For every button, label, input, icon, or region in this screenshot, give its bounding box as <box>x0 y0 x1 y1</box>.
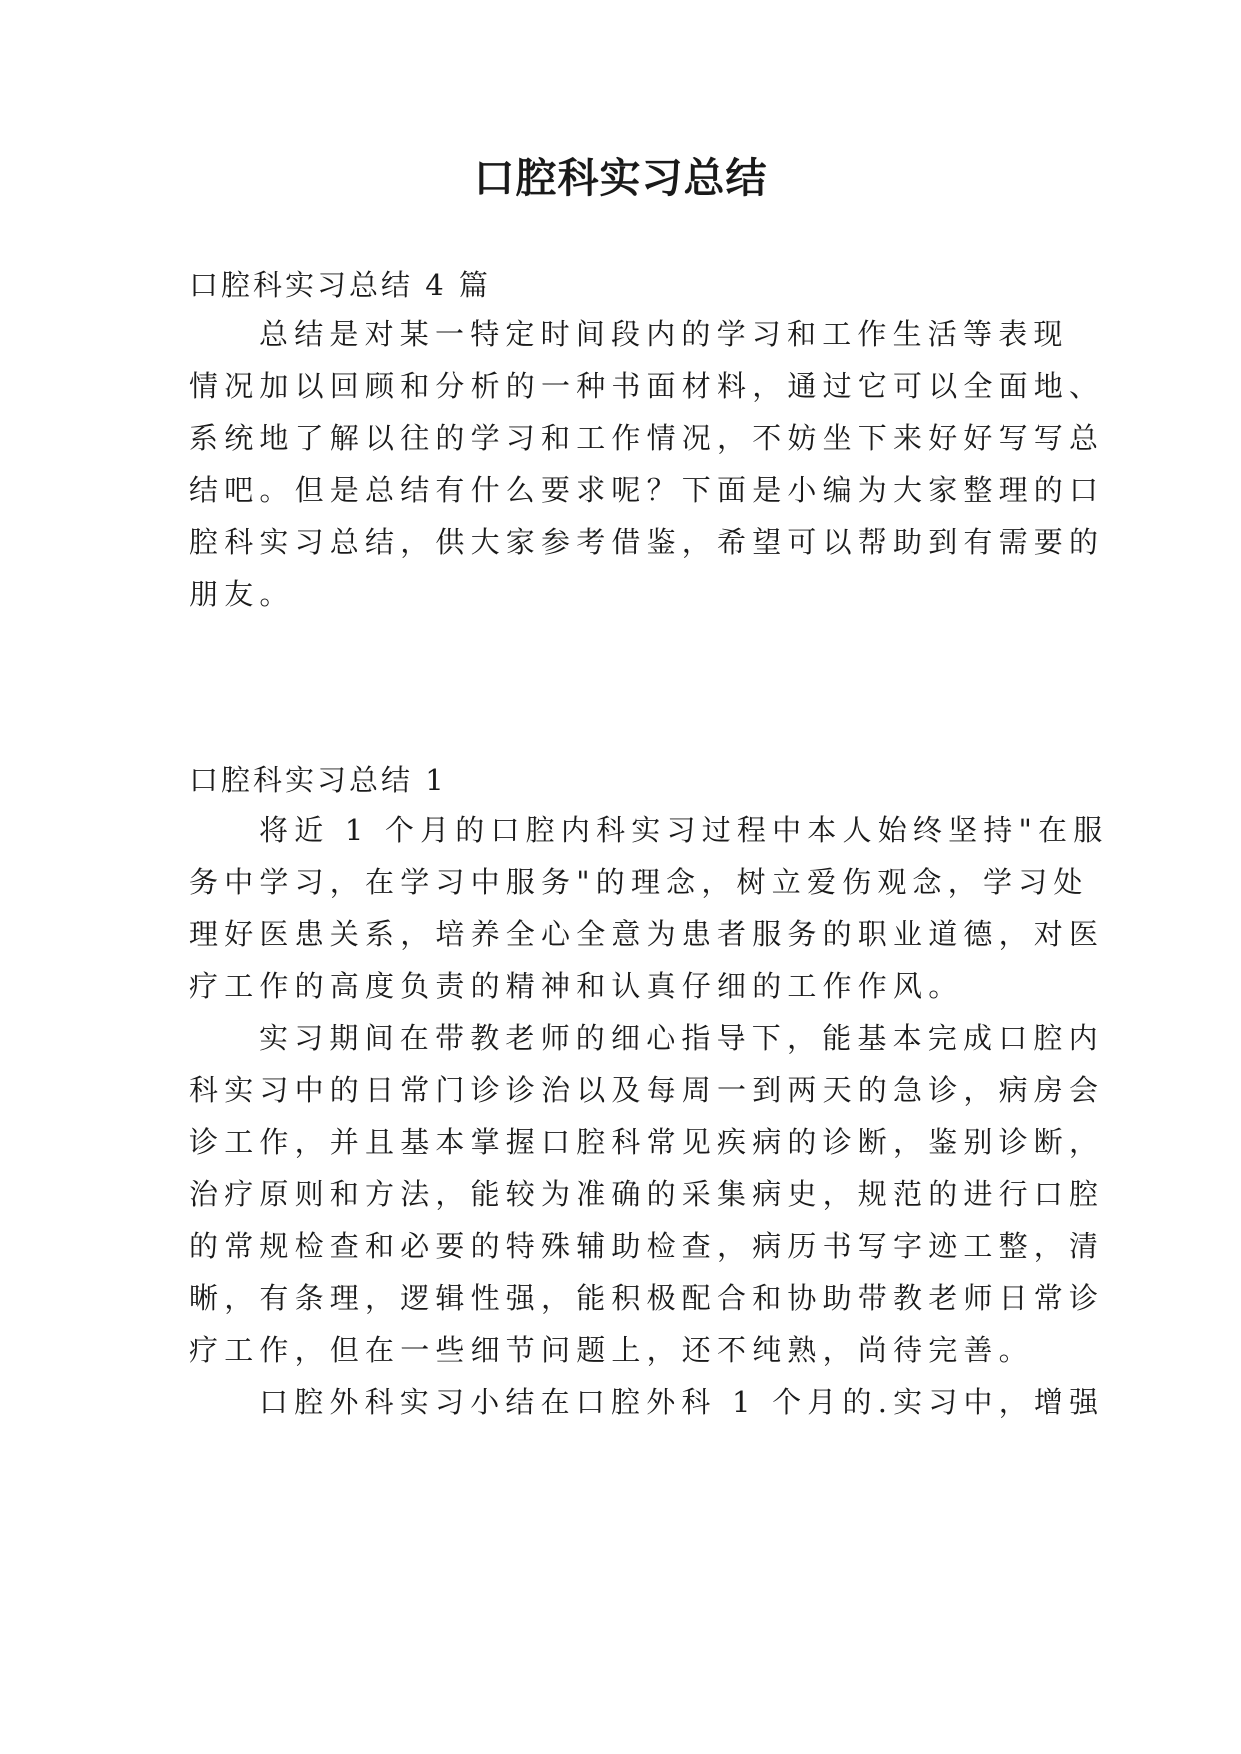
para2-line-7: 疗工作，但在一些细节问题上，还不纯熟，尚待完善。 <box>189 1333 1034 1367</box>
intro-line-4: 结吧。但是总结有什么要求呢？下面是小编为大家整理的口 <box>189 473 1105 507</box>
para1-line-2: 务中学习，在学习中服务"的理念，树立爱伤观念，学习处 <box>189 865 1089 899</box>
para1-line-3: 理好医患关系，培养全心全意为患者服务的职业道德，对医 <box>189 917 1105 951</box>
para1-line-4: 疗工作的高度负责的精神和认真仔细的工作作风。 <box>189 969 964 1003</box>
para2-line-4: 治疗原则和方法，能较为准确的采集病史，规范的进行口腔 <box>189 1177 1105 1211</box>
section1-heading: 口腔科实习总结 1 <box>189 763 447 797</box>
para2-line-5: 的常规检查和必要的特殊辅助检查，病历书写字迹工整，清 <box>189 1229 1105 1263</box>
para2-line-6: 晰，有条理，逻辑性强，能积极配合和协助带教老师日常诊 <box>189 1281 1105 1315</box>
intro-line-2: 情况加以回顾和分析的一种书面材料，通过它可以全面地、 <box>189 369 1105 403</box>
intro-line-1: 总结是对某一特定时间段内的学习和工作生活等表现 <box>259 317 1069 351</box>
para1-line-1: 将近 1 个月的口腔内科实习过程中本人始终坚持"在服 <box>259 813 1109 847</box>
para3-line-1: 口腔外科实习小结在口腔外科 1 个月的.实习中，增强 <box>259 1385 1105 1419</box>
para2-line-1: 实习期间在带教老师的细心指导下，能基本完成口腔内 <box>259 1021 1104 1055</box>
intro-line-5: 腔科实习总结，供大家参考借鉴，希望可以帮助到有需要的 <box>189 525 1105 559</box>
intro-line-3: 系统地了解以往的学习和工作情况，不妨坐下来好好写写总 <box>189 421 1105 455</box>
para2-line-3: 诊工作，并且基本掌握口腔科常见疾病的诊断，鉴别诊断， <box>189 1125 1105 1159</box>
para2-line-2: 科实习中的日常门诊诊治以及每周一到两天的急诊，病房会 <box>189 1073 1105 1107</box>
intro-heading: 口腔科实习总结 4 篇 <box>189 268 491 302</box>
document-title: 口腔科实习总结 <box>473 154 768 202</box>
intro-line-6: 朋友。 <box>189 577 295 611</box>
